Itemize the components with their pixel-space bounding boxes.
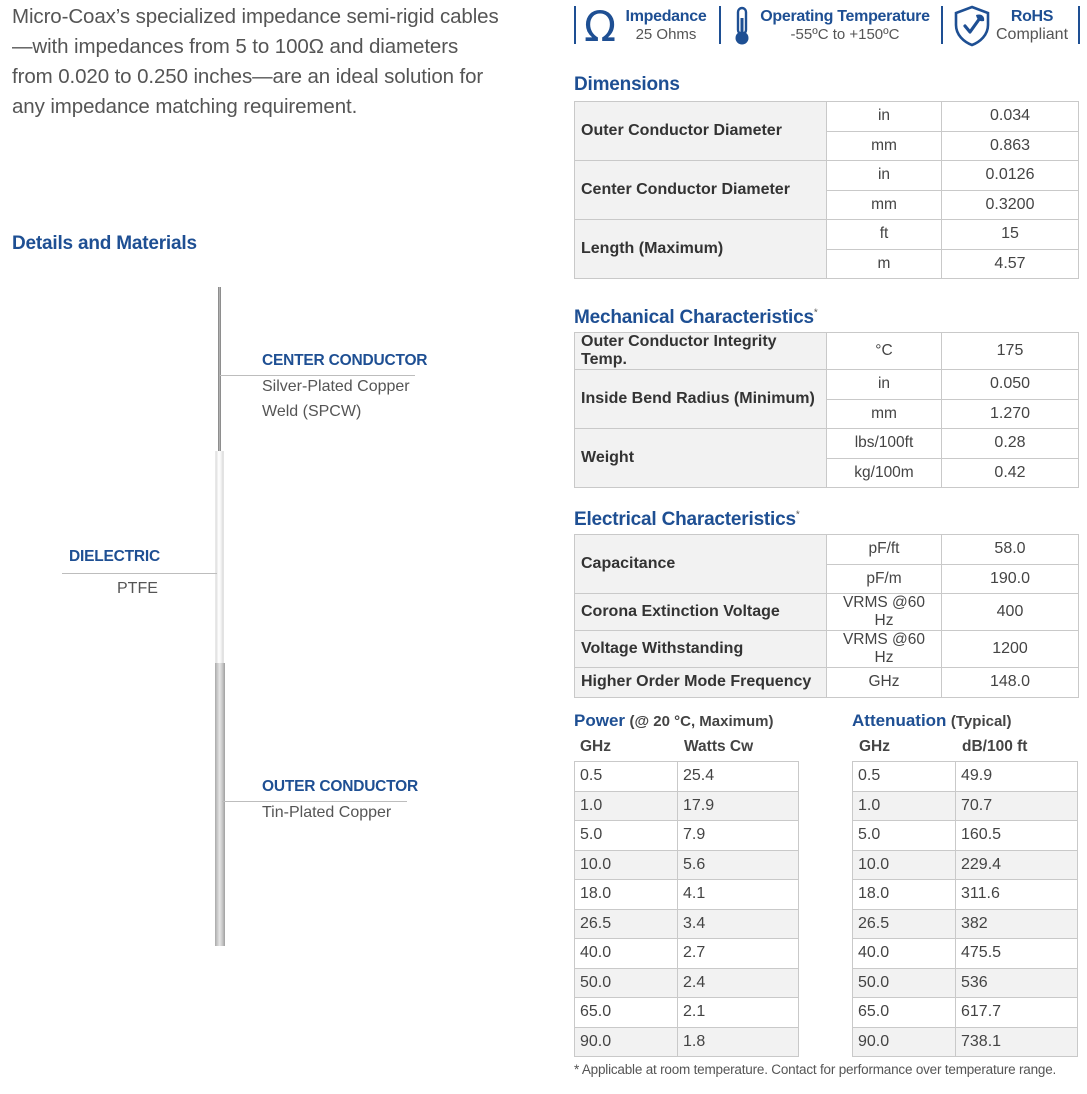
attenuation-col-db: dB/100 ft bbox=[962, 738, 1028, 755]
value-cell: 4.1 bbox=[678, 880, 799, 910]
frequency-cell: 90.0 bbox=[853, 1027, 956, 1057]
frequency-cell: 40.0 bbox=[853, 939, 956, 969]
spec-unit: m bbox=[827, 249, 942, 279]
details-title: Details and Materials bbox=[12, 233, 197, 254]
spec-unit: lbs/100ft bbox=[827, 429, 942, 459]
spec-value: 4.57 bbox=[942, 249, 1079, 279]
spec-label: Outer Conductor Integrity Temp. bbox=[575, 333, 827, 370]
outer-conductor-text: Tin-Plated Copper bbox=[262, 804, 392, 821]
spec-unit: VRMS @60 Hz bbox=[827, 594, 942, 631]
frequency-cell: 1.0 bbox=[575, 791, 678, 821]
frequency-cell: 90.0 bbox=[575, 1027, 678, 1057]
table-row bbox=[853, 998, 1078, 1028]
table-row bbox=[575, 880, 799, 910]
mechanical-title bbox=[574, 307, 818, 329]
electrical-footnote-marker: * bbox=[795, 509, 800, 521]
table-row bbox=[853, 968, 1078, 998]
spec-label: Voltage Withstanding bbox=[575, 631, 827, 668]
value-cell: 2.7 bbox=[678, 939, 799, 969]
rohs-value: Compliant bbox=[995, 26, 1069, 43]
outer-conductor-title: OUTER CONDUCTOR bbox=[262, 778, 419, 795]
spec-unit: mm bbox=[827, 399, 942, 429]
spec-row bbox=[575, 161, 1079, 191]
attenuation-table bbox=[852, 761, 1078, 1057]
impedance-title: Impedance bbox=[625, 8, 707, 25]
spec-value: 1200 bbox=[942, 631, 1079, 668]
frequency-cell: 26.5 bbox=[853, 909, 956, 939]
spec-unit: mm bbox=[827, 190, 942, 220]
spec-value: 0.863 bbox=[942, 131, 1079, 161]
center-conductor-text bbox=[262, 374, 410, 424]
temperature-title: Operating Temperature bbox=[760, 8, 930, 25]
spec-unit: pF/ft bbox=[827, 535, 942, 565]
spec-label: Outer Conductor Diameter bbox=[575, 102, 827, 161]
spec-value: 400 bbox=[942, 594, 1079, 631]
value-cell: 25.4 bbox=[678, 762, 799, 792]
mechanical-title-text: Mechanical Characteristics bbox=[574, 307, 814, 328]
spec-label: Length (Maximum) bbox=[575, 220, 827, 279]
table-row bbox=[853, 762, 1078, 792]
attenuation-col-ghz: GHz bbox=[859, 738, 890, 755]
spec-value: 0.0126 bbox=[942, 161, 1079, 191]
spec-row bbox=[575, 668, 1079, 698]
center-conductor-line2: Weld (SPCW) bbox=[262, 403, 362, 420]
spec-row bbox=[575, 333, 1079, 370]
attenuation-heading bbox=[852, 711, 1011, 731]
value-cell: 2.4 bbox=[678, 968, 799, 998]
electrical-title-text: Electrical Characteristics bbox=[574, 509, 796, 530]
table-row bbox=[575, 909, 799, 939]
table-row bbox=[853, 1027, 1078, 1057]
frequency-cell: 65.0 bbox=[853, 998, 956, 1028]
spec-row bbox=[575, 631, 1079, 668]
spec-value: 0.28 bbox=[942, 429, 1079, 459]
electrical-table bbox=[574, 534, 1079, 698]
value-cell: 49.9 bbox=[956, 762, 1078, 792]
badge-divider bbox=[1078, 6, 1080, 44]
frequency-cell: 40.0 bbox=[575, 939, 678, 969]
value-cell: 160.5 bbox=[956, 821, 1078, 851]
table-row bbox=[575, 850, 799, 880]
spec-unit: in bbox=[827, 370, 942, 400]
value-cell: 475.5 bbox=[956, 939, 1078, 969]
frequency-cell: 50.0 bbox=[853, 968, 956, 998]
spec-unit: mm bbox=[827, 131, 942, 161]
table-row bbox=[575, 791, 799, 821]
table-row bbox=[853, 791, 1078, 821]
impedance-value: 25 Ohms bbox=[635, 26, 697, 43]
table-row bbox=[575, 821, 799, 851]
spec-value: 58.0 bbox=[942, 535, 1079, 565]
table-row bbox=[575, 762, 799, 792]
omega-icon bbox=[580, 6, 620, 46]
spec-value: 0.42 bbox=[942, 458, 1079, 488]
value-cell: 536 bbox=[956, 968, 1078, 998]
spec-unit: VRMS @60 Hz bbox=[827, 631, 942, 668]
power-col-watts: Watts Cw bbox=[684, 738, 754, 755]
temperature-value: -55ºC to +150ºC bbox=[790, 26, 900, 43]
intro-paragraph: Micro-Coax’s specialized impedance semi-rigid cables—with impedances from 5 to 100Ω and diameters from 0.020 to 0.250 inches—are an ideal solution for any impedance matching requirement. bbox=[12, 5, 499, 118]
value-cell: 311.6 bbox=[956, 880, 1078, 910]
mechanical-table bbox=[574, 332, 1079, 488]
spec-value: 0.3200 bbox=[942, 190, 1079, 220]
svg-text:Ω: Ω bbox=[583, 6, 617, 46]
spec-unit: in bbox=[827, 102, 942, 132]
power-col-ghz: GHz bbox=[580, 738, 611, 755]
frequency-cell: 65.0 bbox=[575, 998, 678, 1028]
spec-row bbox=[575, 220, 1079, 250]
spec-unit: kg/100m bbox=[827, 458, 942, 488]
dimensions-table bbox=[574, 101, 1079, 279]
table-row bbox=[853, 821, 1078, 851]
badge-divider bbox=[941, 6, 943, 44]
mechanical-footnote-marker: * bbox=[813, 307, 818, 319]
spec-unit: °C bbox=[827, 333, 942, 370]
dielectric-illustration bbox=[215, 451, 224, 663]
badge-divider bbox=[719, 6, 721, 44]
spec-value: 190.0 bbox=[942, 564, 1079, 594]
table-row bbox=[575, 939, 799, 969]
outer-conductor-illustration bbox=[215, 663, 225, 946]
spec-value: 1.270 bbox=[942, 399, 1079, 429]
spec-row bbox=[575, 594, 1079, 631]
frequency-cell: 18.0 bbox=[853, 880, 956, 910]
spec-unit: pF/m bbox=[827, 564, 942, 594]
frequency-cell: 26.5 bbox=[575, 909, 678, 939]
table-row bbox=[853, 939, 1078, 969]
dimensions-title: Dimensions bbox=[574, 74, 680, 95]
frequency-cell: 0.5 bbox=[853, 762, 956, 792]
spec-label: Capacitance bbox=[575, 535, 827, 594]
electrical-title bbox=[574, 509, 800, 531]
spec-unit: GHz bbox=[827, 668, 942, 698]
spec-row bbox=[575, 102, 1079, 132]
frequency-cell: 50.0 bbox=[575, 968, 678, 998]
value-cell: 3.4 bbox=[678, 909, 799, 939]
value-cell: 7.9 bbox=[678, 821, 799, 851]
power-title: Power bbox=[574, 711, 626, 730]
power-table bbox=[574, 761, 799, 1057]
spec-label: Inside Bend Radius (Minimum) bbox=[575, 370, 827, 429]
center-conductor-title: CENTER CONDUCTOR bbox=[262, 352, 428, 369]
table-row bbox=[853, 909, 1078, 939]
dielectric-leader bbox=[62, 573, 217, 574]
value-cell: 70.7 bbox=[956, 791, 1078, 821]
frequency-cell: 10.0 bbox=[575, 850, 678, 880]
spec-value: 148.0 bbox=[942, 668, 1079, 698]
spec-value: 0.050 bbox=[942, 370, 1079, 400]
frequency-cell: 5.0 bbox=[575, 821, 678, 851]
attenuation-title: Attenuation bbox=[852, 711, 947, 730]
value-cell: 1.8 bbox=[678, 1027, 799, 1057]
spec-row bbox=[575, 535, 1079, 565]
spec-unit: in bbox=[827, 161, 942, 191]
spec-label: Center Conductor Diameter bbox=[575, 161, 827, 220]
attenuation-note: (Typical) bbox=[950, 713, 1012, 730]
value-cell: 738.1 bbox=[956, 1027, 1078, 1057]
center-conductor-line1: Silver-Plated Copper bbox=[262, 378, 410, 395]
frequency-cell: 1.0 bbox=[853, 791, 956, 821]
thermometer-icon bbox=[730, 6, 754, 46]
rohs-title: RoHS bbox=[1010, 8, 1054, 25]
footnote: * Applicable at room temperature. Contact for performance over temperature range. bbox=[574, 1062, 1057, 1077]
rohs-badge bbox=[992, 7, 1072, 44]
table-row bbox=[575, 998, 799, 1028]
badge-divider bbox=[574, 6, 576, 44]
spec-label: Higher Order Mode Frequency bbox=[575, 668, 827, 698]
spec-row bbox=[575, 370, 1079, 400]
frequency-cell: 18.0 bbox=[575, 880, 678, 910]
spec-value: 175 bbox=[942, 333, 1079, 370]
value-cell: 17.9 bbox=[678, 791, 799, 821]
table-row bbox=[853, 880, 1078, 910]
value-cell: 617.7 bbox=[956, 998, 1078, 1028]
spec-label: Weight bbox=[575, 429, 827, 488]
frequency-cell: 0.5 bbox=[575, 762, 678, 792]
spec-unit: ft bbox=[827, 220, 942, 250]
dielectric-title: DIELECTRIC bbox=[69, 548, 161, 565]
spec-value: 15 bbox=[942, 220, 1079, 250]
value-cell: 2.1 bbox=[678, 998, 799, 1028]
value-cell: 5.6 bbox=[678, 850, 799, 880]
frequency-cell: 10.0 bbox=[853, 850, 956, 880]
impedance-badge bbox=[622, 7, 710, 44]
table-row bbox=[853, 850, 1078, 880]
frequency-cell: 5.0 bbox=[853, 821, 956, 851]
spec-label: Corona Extinction Voltage bbox=[575, 594, 827, 631]
center-conductor-illustration bbox=[218, 287, 221, 451]
value-cell: 382 bbox=[956, 909, 1078, 939]
dielectric-text: PTFE bbox=[117, 580, 158, 597]
power-note: (@ 20 °C, Maximum) bbox=[629, 713, 774, 730]
spec-value: 0.034 bbox=[942, 102, 1079, 132]
value-cell: 229.4 bbox=[956, 850, 1078, 880]
temperature-badge bbox=[758, 7, 932, 44]
table-row bbox=[575, 1027, 799, 1057]
spec-row bbox=[575, 429, 1079, 459]
table-row bbox=[575, 968, 799, 998]
rohs-shield-icon bbox=[952, 6, 992, 46]
power-heading bbox=[574, 711, 773, 731]
